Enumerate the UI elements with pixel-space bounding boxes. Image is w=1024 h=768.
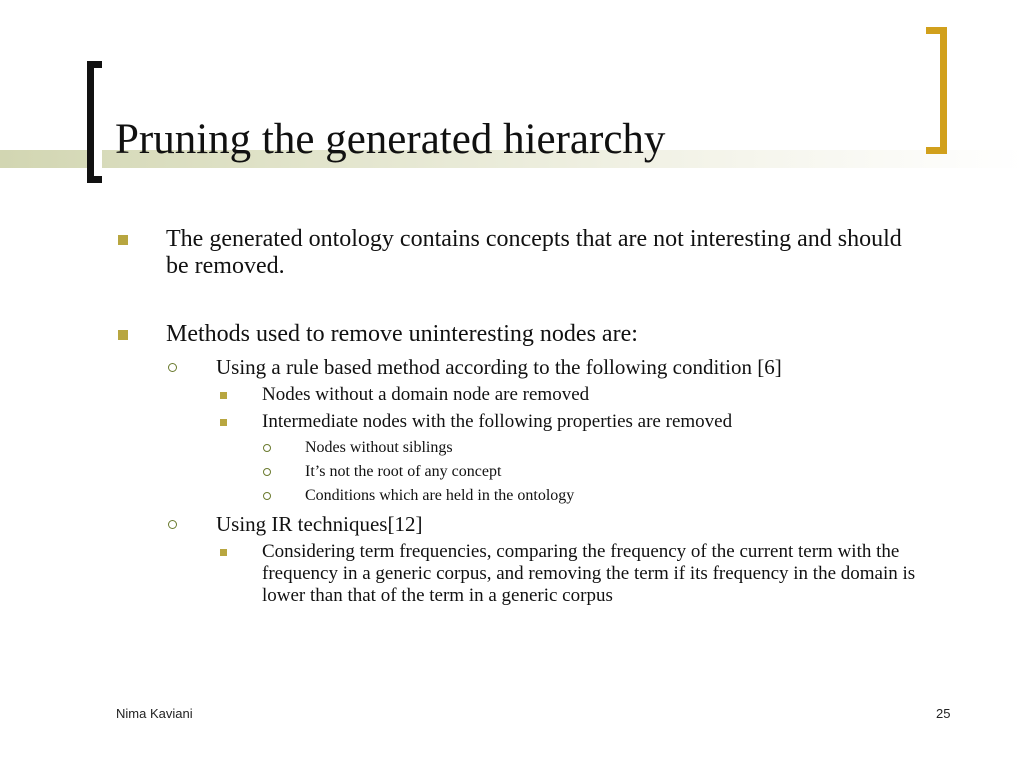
square-bullet-icon (220, 549, 227, 556)
bullet-text: Nodes without siblings (305, 439, 453, 456)
bullet-text: Conditions which are held in the ontology (305, 487, 575, 504)
square-bullet-icon (118, 235, 128, 245)
bullet-text: Intermediate nodes with the following properties are removed (262, 411, 733, 432)
bullet-text: Nodes without a domain node are removed (262, 384, 590, 405)
bullet-text: It’s not the root of any concept (305, 463, 502, 480)
footer-author: Nima Kaviani (116, 706, 193, 721)
bullet-text: The generated ontology contains concepts that are not interesting and should be removed. (166, 226, 902, 279)
bullet-text: Methods used to remove uninteresting nodes are: (166, 321, 638, 347)
bullet-text: Using a rule based method according to the following condition [6] (216, 355, 782, 379)
circle-bullet-icon (263, 444, 271, 452)
square-bullet-icon (220, 419, 227, 426)
square-bullet-icon (118, 330, 128, 340)
footer-page-number: 25 (936, 706, 951, 721)
circle-bullet-icon (263, 468, 271, 476)
bullet-text: Considering term frequencies, comparing the frequency of the current term with the frequency in a generic corpus, and removing the term if its frequency in the domain is lower than that of the term in a generic corpus (262, 541, 916, 606)
slide-title: Pruning the generated hierarchy (115, 116, 666, 163)
circle-bullet-icon (168, 363, 177, 372)
circle-bullet-icon (168, 520, 177, 529)
circle-bullet-icon (263, 492, 271, 500)
bullet-text: Using IR techniques[12] (216, 512, 423, 536)
square-bullet-icon (220, 392, 227, 399)
